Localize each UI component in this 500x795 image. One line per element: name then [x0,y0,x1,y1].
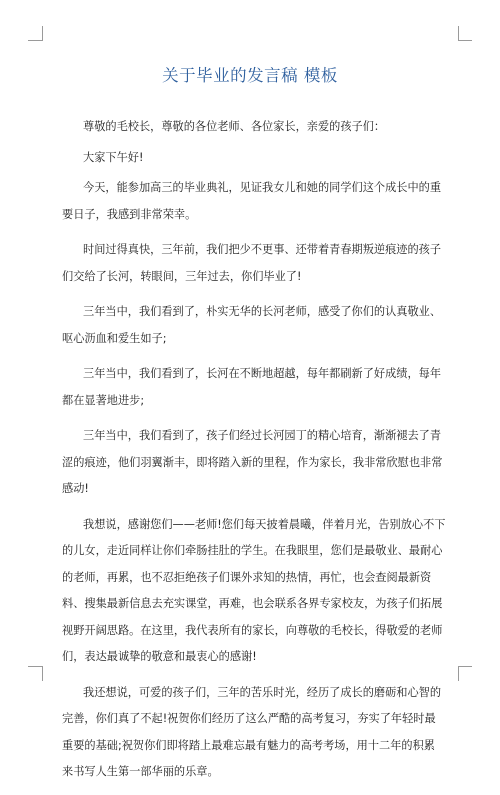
salutation: 尊敬的毛校长，尊敬的各位老师、各位家长，亲爱的孩子们： [83,120,386,133]
crop-mark-top-left-h [28,40,42,41]
paragraph: 三年当中，我们看到了，朴实无华的长河老师，感受了你们的认真敬业、呕心沥血和爱生如子; [62,305,442,345]
greeting: 大家下午好! [83,150,144,164]
paragraph: 我想说，感谢您们——老师!您们每天披着晨曦，伴着月光，告别放心不下的儿女，走近同样让你们牵肠挂肚的学生。在我眼里，您们是最敬业、最耐心的老师，再累，也不忍拒绝孩子们课外求知的热情，再忙，也会查阅最新资料、搜集最新信息去充实课堂，再难，也会联系各界专家校友，为孩子们拓展视野开阔思路。在这里，我代表所有的家长，向尊敬的毛校长，得敬爱的老师们，表达最诚挚的敬意和最衷心的感谢! [62,517,446,663]
paragraph: 三年当中，我们看到了，孩子们经过长河园丁的精心培育，渐渐褪去了青涩的痕迹，他们羽翼渐丰，即将踏入新的里程，作为家长，我非常欣慰也非常感动! [62,429,443,495]
document-body [62,114,446,795]
paragraph: 三年当中，我们看到了，长河在不断地超越，每年都刷新了好成绩，每年都在显著地进步; [62,367,442,407]
crop-mark-top-right-v [458,26,459,41]
crop-mark-bottom-left-h [28,666,42,667]
crop-mark-bottom-right-h [458,666,472,667]
crop-mark-top-left-v [42,26,43,41]
crop-mark-top-right-h [458,40,472,41]
crop-mark-bottom-left-v [42,666,43,681]
paragraph: 时间过得真快，三年前，我们把少不更事、还带着青春期叛逆痕迹的孩子们交给了长河，转眼间，三年过去，你们毕业了! [62,243,442,283]
document-title: 关于毕业的发言稿 模板 [162,66,338,85]
paragraph: 我还想说，可爱的孩子们，三年的苦乐时光，经历了成长的磨砺和心智的完善，你们真了不起!祝贺你们经历了这么严酷的高考复习，夯实了年轻时最重要的基础;祝贺你们即将踏上最难忘最有魅力的高考考场，用十二年的积累来书写人生第一部华丽的乐章。 [62,685,442,778]
crop-mark-bottom-right-v [458,666,459,681]
paragraph: 今天，能参加高三的毕业典礼，见证我女儿和她的同学们这个成长中的重要日子，我感到非常荣幸。 [62,181,442,221]
